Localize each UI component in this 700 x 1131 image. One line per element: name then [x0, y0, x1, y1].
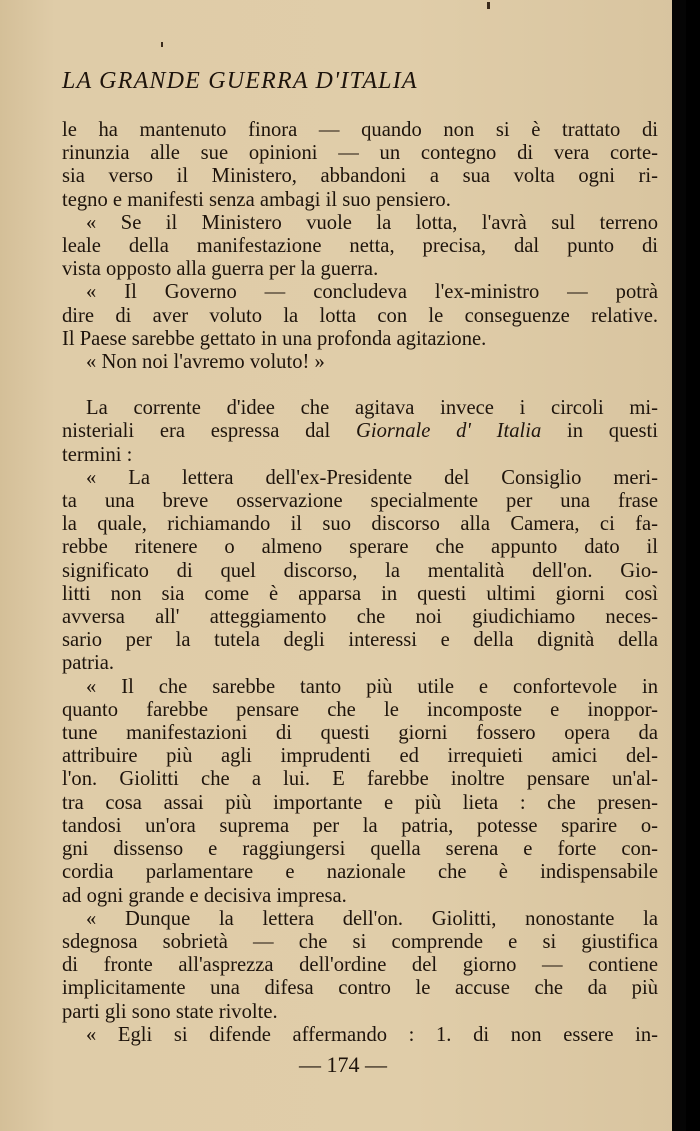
text-line: cordia parlamentare e nazionale che è indispensabile: [62, 861, 658, 884]
text-line: ad ogni grande e decisiva impresa.: [62, 884, 347, 907]
text-line: « Non noi l'avremo voluto! »: [86, 351, 325, 374]
text-line: litti non sia come è apparsa in questi ultimi giorni così: [62, 582, 658, 605]
text-line: rinunzia alle sue opinioni — un contegno di vera corte-: [62, 142, 658, 165]
text-line: La corrente d'idee che agitava invece i circoli mi-: [86, 397, 658, 420]
text-line: attribuire più agli imprudenti ed irrequieti amici del-: [62, 745, 658, 768]
text-line: Il Paese sarebbe gettato in una profonda agitazione.: [62, 327, 487, 350]
text-line: « Il Governo — concludeva l'ex-ministro — potrà: [86, 281, 658, 304]
text-line: nisteriali era espressa dal Giornale d' Italia in questi: [62, 420, 658, 443]
text-line: dire di aver voluto la lotta con le conseguenze relative.: [62, 304, 658, 327]
text-line: « La lettera dell'ex-Presidente del Consiglio meri-: [86, 466, 658, 489]
ink-speck: [161, 42, 163, 47]
text-line: avversa all' atteggiamento che noi giudichiamo neces-: [62, 606, 658, 629]
page-number: — 174 —: [299, 1052, 387, 1077]
text-line: sario per la tutela degli interessi e della dignità della: [62, 629, 658, 652]
text-line: termini :: [62, 443, 133, 466]
text-line: vista opposto alla guerra per la guerra.: [62, 258, 379, 281]
text-line: implicitamente una difesa contro le accuse che da più: [62, 977, 658, 1000]
text-line: tra cosa assai più importante e più lieta : che presen-: [62, 791, 658, 814]
text-line: tune manifestazioni di questi giorni fossero opera da: [62, 722, 658, 745]
text-line: rebbe ritenere o almeno sperare che appunto dato il: [62, 536, 658, 559]
text-line: sia verso il Ministero, abbandoni a sua volta ogni ri-: [62, 165, 658, 188]
text-line: parti gli sono state rivolte.: [62, 1000, 278, 1023]
text-line: ta una breve osservazione specialmente per una frase: [62, 490, 658, 513]
text-line: « Egli si difende affermando : 1. di non essere in-: [86, 1023, 658, 1046]
text-line: « Dunque la lettera dell'on. Giolitti, nonostante la: [86, 907, 658, 930]
text-line: di fronte all'asprezza dell'ordine del giorno — contiene: [62, 954, 658, 977]
text-line: la quale, richiamando il suo discorso alla Camera, ci fa-: [62, 513, 658, 536]
text-line: « Il che sarebbe tanto più utile e confortevole in: [86, 675, 658, 698]
text-line: quanto farebbe pensare che le incomposte e inoppor-: [62, 698, 658, 721]
text-line: gni dissenso e raggiungersi quella serena e forte con-: [62, 838, 658, 861]
ink-speck: [487, 2, 490, 9]
text-line: leale della manifestazione netta, precisa, dal punto di: [62, 235, 658, 258]
text-line: le ha mantenuto finora — quando non si è trattato di: [62, 119, 658, 141]
text-line: patria.: [62, 652, 115, 675]
text-line: l'on. Giolitti che a lui. E farebbe inoltre pensare un'al-: [62, 768, 658, 791]
text-line: tandosi un'ora suprema per la patria, potesse sparire o-: [62, 814, 658, 837]
text-line: tegno e manifesti senza ambagi il suo pensiero.: [62, 188, 451, 211]
text-line: « Se il Ministero vuole la lotta, l'avrà sul terreno: [86, 211, 658, 234]
page-edge: [672, 0, 686, 1131]
paragraph-gap: [62, 374, 658, 397]
body-text: [62, 119, 658, 1047]
running-head: LA GRANDE GUERRA D'ITALIA: [62, 68, 418, 94]
journal-title: Giornale d' Italia: [356, 420, 542, 443]
text-line: sdegnosa sobrietà — che si comprende e si giustifica: [62, 930, 658, 953]
text-line: significato di quel discorso, la mentalità dell'on. Gio-: [62, 559, 658, 582]
